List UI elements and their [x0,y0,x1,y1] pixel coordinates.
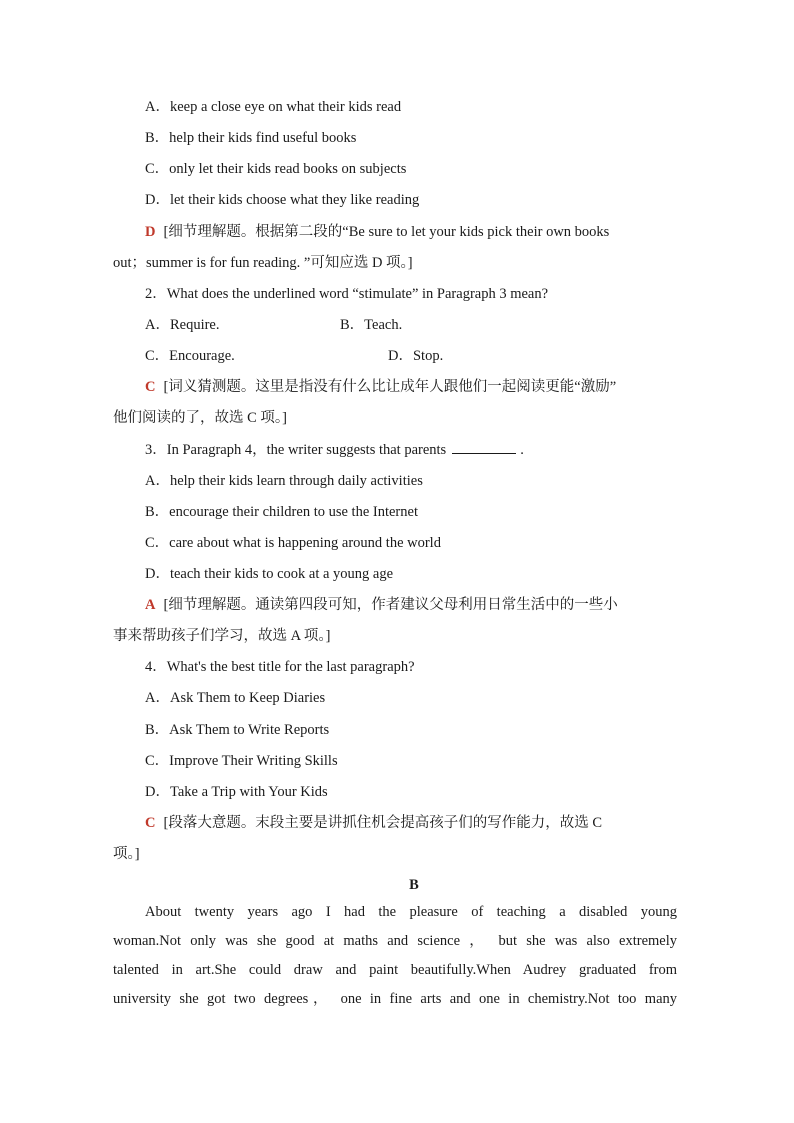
q3-answer-blank [452,439,516,454]
q3-answer-text-2: 事来帮助孩子们学习，故选 A 项。] [113,628,331,644]
q4-option-b: B．Ask Them to Write Reports [145,722,330,738]
q2-option-a: A．Require. [145,317,220,333]
passage-line: talented in art.She could draw and paint beautifully.When Audrey graduated from [113,962,677,978]
q3-option-a: A．help their kids learn through daily activities [145,473,423,489]
q1-answer-letter: D [145,224,156,240]
q3-question [145,439,524,460]
q1-answer-text-1: [细节理解题。根据第二段的“Be sure to let your kids pick their own books [163,224,610,240]
q2-question: 2．What does the underlined word “stimulate” in Paragraph 3 mean? [145,286,549,302]
q2-option-c: C．Encourage. [145,348,235,364]
q4-option-a: A．Ask Them to Keep Diaries [145,690,326,706]
q2-answer [145,377,616,397]
q3-answer [145,595,618,615]
q4-answer-text-1: [段落大意题。末段主要是讲抓住机会提高孩子们的写作能力，故选 C [163,815,603,831]
q2-answer-text-1: [词义猜测题。这里是指没有什么比让成年人跟他们一起阅读更能“激励” [163,379,617,395]
q3-option-d: D．teach their kids to cook at a young age [145,566,394,582]
q1-answer [145,222,609,242]
q2-option-b: B．Teach. [340,317,403,333]
q1-option-b: B．help their kids find useful books [145,130,357,146]
q3-question-text: 3．In Paragraph 4，the writer suggests that parents [145,442,447,458]
passage-line: university she got two degrees， one in fine arts and one in chemistry.Not too many [113,991,677,1007]
q4-answer [145,813,602,833]
section-heading: B [409,877,419,893]
q2-answer-letter: C [145,379,156,395]
passage-line: woman.Not only was she good at maths and science ， but she was also extremely [113,933,677,949]
q3-answer-letter: A [145,597,156,613]
q3-answer-text-1: [细节理解题。通读第四段可知，作者建议父母利用日常生活中的一些小 [163,597,618,613]
q1-option-a: A．keep a close eye on what their kids read [145,99,402,115]
q4-question: 4．What's the best title for the last paragraph? [145,659,415,675]
q1-option-d: D．let their kids choose what they like reading [145,192,420,208]
q4-option-c: C．Improve Their Writing Skills [145,753,338,769]
q2-option-d: D．Stop. [388,348,444,364]
q4-answer-text-2: 项。] [113,846,140,862]
q3-option-c: C．care about what is happening around the world [145,535,441,551]
q3-question-end: . [520,442,524,458]
q1-answer-text-2: out；summer is for fun reading. ”可知应选 D 项。] [113,255,413,271]
q2-answer-text-2: 他们阅读的了，故选 C 项。] [113,410,287,426]
q4-option-d: D．Take a Trip with Your Kids [145,784,328,800]
passage-line: About twenty years ago I had the pleasure of teaching a disabled young [145,904,677,920]
q1-option-c: C．only let their kids read books on subjects [145,161,407,177]
q3-option-b: B．encourage their children to use the Internet [145,504,418,520]
q4-answer-letter: C [145,815,156,831]
